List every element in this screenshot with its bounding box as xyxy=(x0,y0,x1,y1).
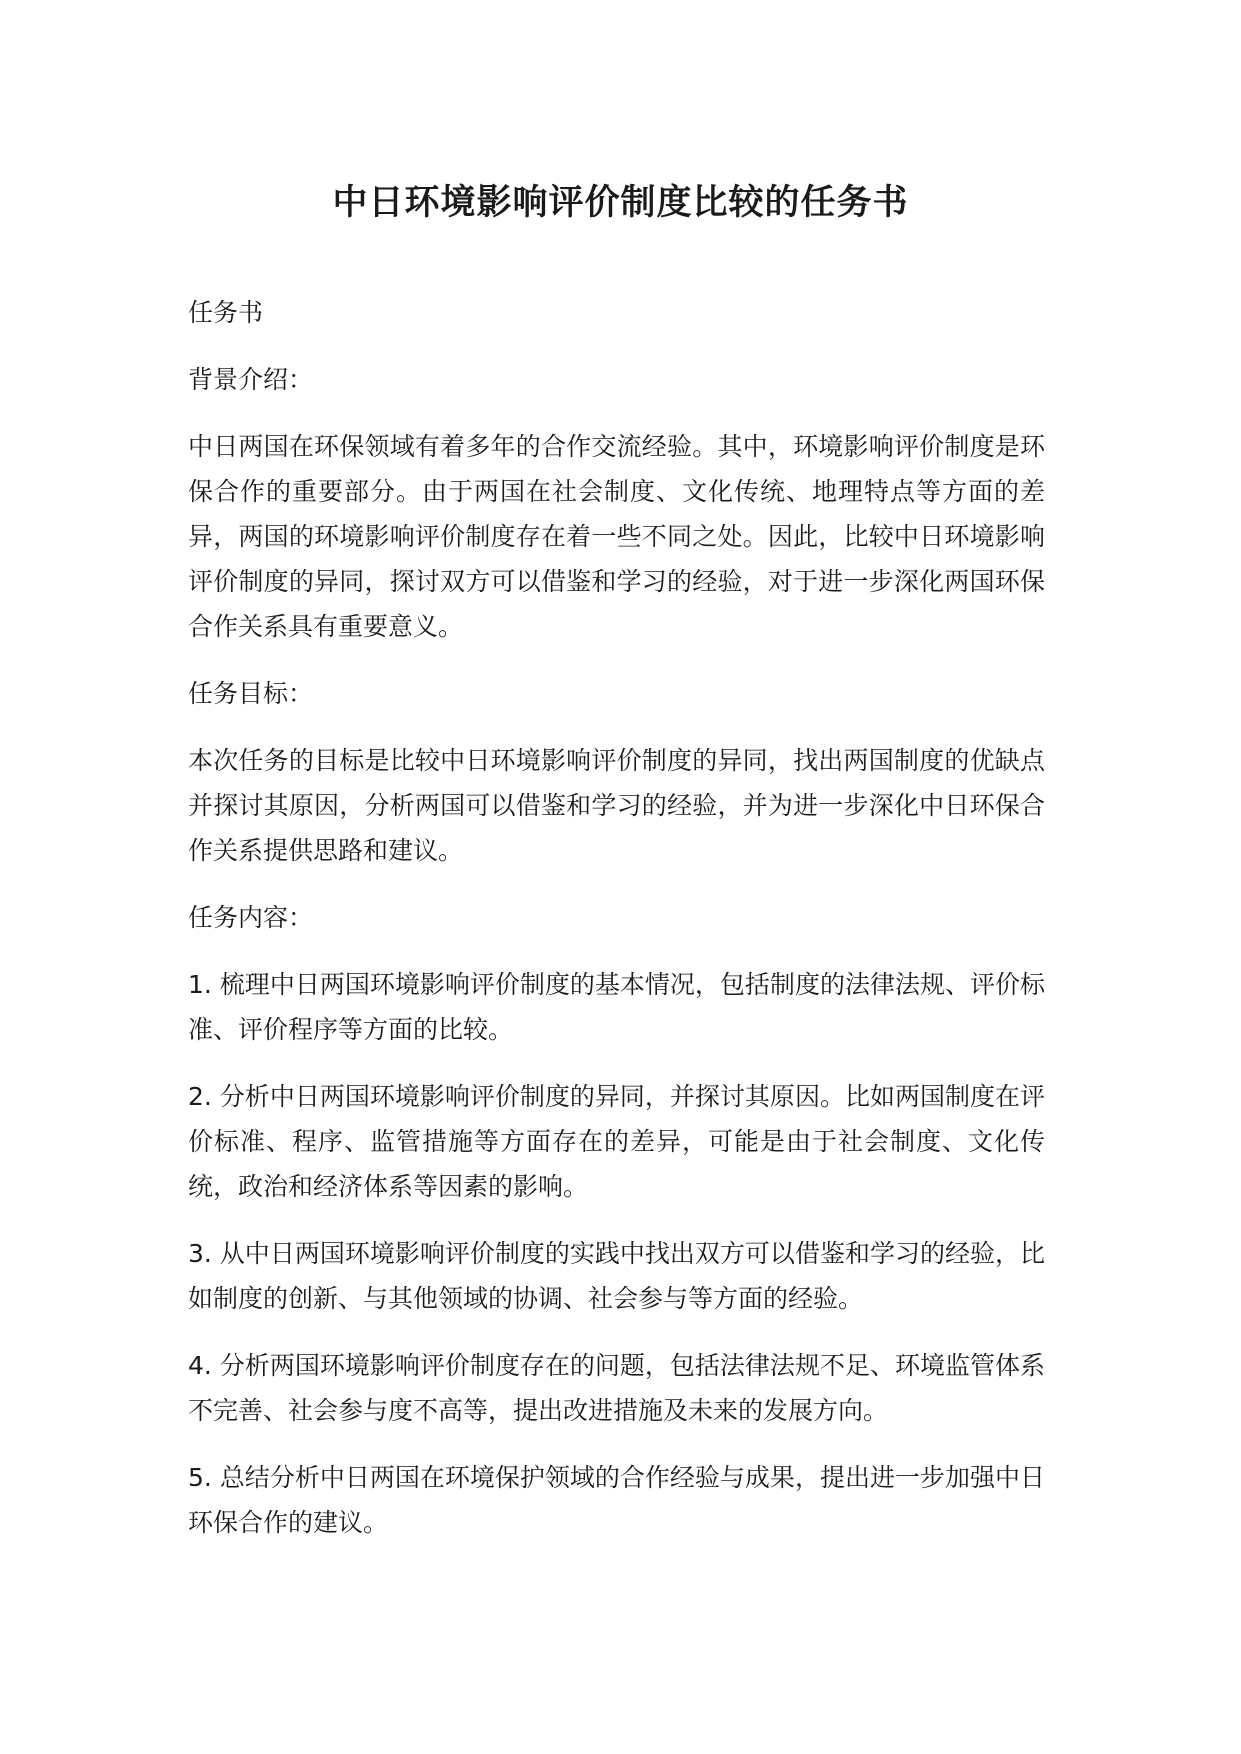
background-label: 背景介绍： xyxy=(188,365,314,394)
section-heading-task: 任务书 xyxy=(188,298,264,327)
list-item: 1. 梳理中日两国环境影响评价制度的基本情况，包括制度的法律法规、评价标准、评价程序等方面的比较。 xyxy=(188,970,1045,1044)
list-item: 3. 从中日两国环境影响评价制度的实践中找出双方可以借鉴和学习的经验，比如制度的创新、与其他领域的协调、社会参与等方面的经验。 xyxy=(188,1239,1045,1313)
document-body xyxy=(188,290,1045,1567)
document-title: 中日环境影响评价制度比较的任务书 xyxy=(332,183,909,223)
background-paragraph: 中日两国在环保领域有着多年的合作交流经验。其中，环境影响评价制度是环保合作的重要部分。由于两国在社会制度、文化传统、地理特点等方面的差异，两国的环境影响评价制度存在着一些不同之处。因此，比较中日环境影响评价制度的异同，探讨双方可以借鉴和学习的经验，对于进一步深化两国环保合作关系具有重要意义。 xyxy=(188,432,1045,641)
list-item: 2. 分析中日两国环境影响评价制度的异同，并探讨其原因。比如两国制度在评价标准、程序、监管措施等方面存在的差异，可能是由于社会制度、文化传统，政治和经济体系等因素的影响。 xyxy=(188,1082,1045,1201)
goal-paragraph: 本次任务的目标是比较中日环境影响评价制度的异同，找出两国制度的优缺点并探讨其原因，分析两国可以借鉴和学习的经验，并为进一步深化中日环保合作关系提供思路和建议。 xyxy=(188,746,1045,865)
list-item: 4. 分析两国环境影响评价制度存在的问题，包括法律法规不足、环境监管体系不完善、社会参与度不高等，提出改进措施及未来的发展方向。 xyxy=(188,1351,1045,1425)
content-label: 任务内容： xyxy=(188,903,314,932)
list-item: 5. 总结分析中日两国在环境保护领域的合作经验与成果，提出进一步加强中日环保合作的建议。 xyxy=(188,1463,1045,1537)
goal-label: 任务目标： xyxy=(188,679,314,708)
